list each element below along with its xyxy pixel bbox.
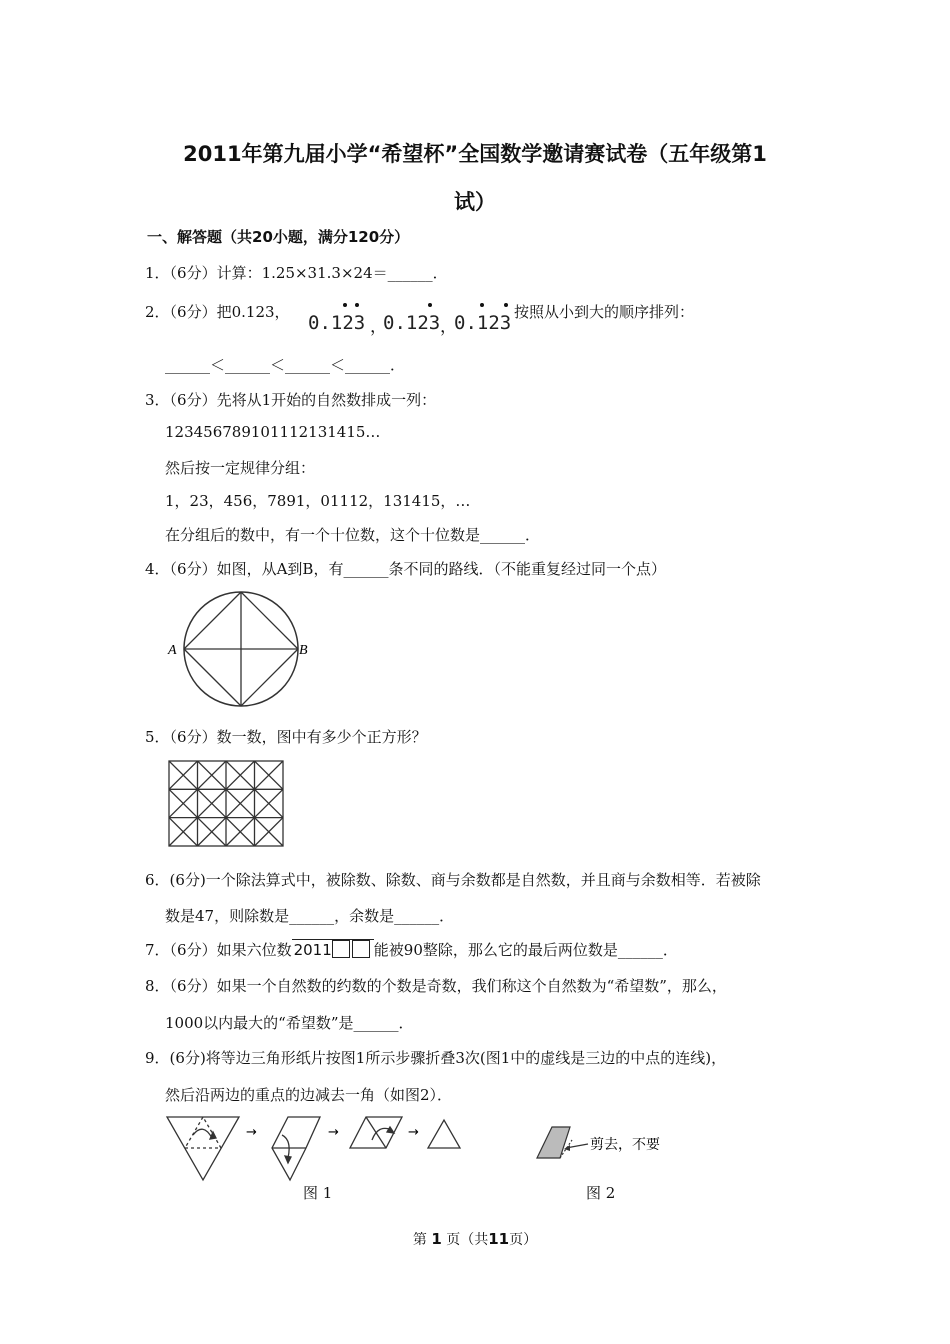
paper-title-line2: 试） xyxy=(454,190,496,214)
cut-corner-figure xyxy=(530,1120,680,1165)
folding-steps-figure xyxy=(160,1110,480,1185)
question-7 xyxy=(145,939,678,960)
question-7-suffix: 能被90整除，那么它的最后两位数是______． xyxy=(373,941,678,959)
six-digit-number: 2011 xyxy=(292,939,374,959)
current-page: 1 xyxy=(431,1230,442,1248)
total-pages: 11 xyxy=(488,1230,510,1248)
repeating-decimal-2: 0.123 xyxy=(383,312,441,334)
point-a-label: A xyxy=(168,643,177,658)
circle-routes-figure xyxy=(165,590,315,710)
repeating-decimal-3: 0.123 xyxy=(454,312,512,334)
square-grid-figure xyxy=(168,760,286,848)
section-heading: 一、解答题（共20小题，满分120分） xyxy=(147,228,410,246)
repeating-decimal-1: 0.123 xyxy=(308,312,366,334)
question-4: 4．（6分）如图，从A到B，有______条不同的路线．（不能重复经过同一个点） xyxy=(145,560,666,578)
arrow-1: → xyxy=(246,1125,257,1140)
question-2-suffix: 按照从小到大的顺序排列： xyxy=(514,303,695,321)
question-3-line5: 在分组后的数中，有一个十位数，这个十位数是______． xyxy=(165,526,541,544)
question-8-line1: 8．（6分）如果一个自然数的约数的个数是奇数，我们称这个自然数为“希望数”，那么， xyxy=(145,977,727,995)
figure-1-caption: 图 1 xyxy=(303,1184,333,1202)
question-2-prefix: 2．（6分）把0.123， xyxy=(145,303,290,321)
repeat-dot xyxy=(343,303,347,307)
question-3-line3: 然后按一定规律分组： xyxy=(165,459,316,477)
blank-box xyxy=(352,940,370,958)
repeat-dot xyxy=(428,303,432,307)
blank-box xyxy=(332,940,350,958)
arrow-2: → xyxy=(328,1125,339,1140)
paper-title-line1: 2011年第九届小学“希望杯”全国数学邀请赛试卷（五年级第1 xyxy=(183,142,767,166)
question-3-groups: 1，23，456，7891，01112，131415，… xyxy=(165,492,471,510)
question-7-prefix: 7．（6分）如果六位数 xyxy=(145,941,292,959)
point-b-label: B xyxy=(299,643,308,658)
repeat-dot xyxy=(480,303,484,307)
question-1: 1．（6分）计算：1.25×31.3×24＝______． xyxy=(145,264,448,282)
figure-2-caption: 图 2 xyxy=(586,1184,616,1202)
repeat-dot xyxy=(355,303,359,307)
question-6-line1: 6．(6分)一个除法算式中，被除数、除数、商与余数都是自然数，并且商与余数相等．若被除 xyxy=(145,871,761,889)
question-3-sequence: 123456789101112131415… xyxy=(165,423,381,441)
arrow-3: → xyxy=(408,1125,419,1140)
question-2-answer-line: ______＜______＜______＜______． xyxy=(165,356,406,374)
page-footer: 第 1 页（共11页） xyxy=(412,1230,538,1248)
question-9-line1: 9．(6分)将等边三角形纸片按图1所示步骤折叠3次(图1中的虚线是三边的中点的连线)， xyxy=(145,1049,727,1067)
cut-note: 剪去，不要 xyxy=(590,1137,660,1153)
question-3-line1: 3．（6分）先将从1开始的自然数排成一列： xyxy=(145,391,437,409)
question-5: 5．（6分）数一数，图中有多少个正方形？ xyxy=(145,728,427,746)
repeat-dot xyxy=(504,303,508,307)
question-9-line2: 然后沿两边的重点的边减去一角（如图2）． xyxy=(165,1086,453,1104)
question-6-line2: 数是47，则除数是______，余数是______． xyxy=(165,907,455,925)
question-8-line2: 1000以内最大的“希望数”是______． xyxy=(165,1014,414,1032)
